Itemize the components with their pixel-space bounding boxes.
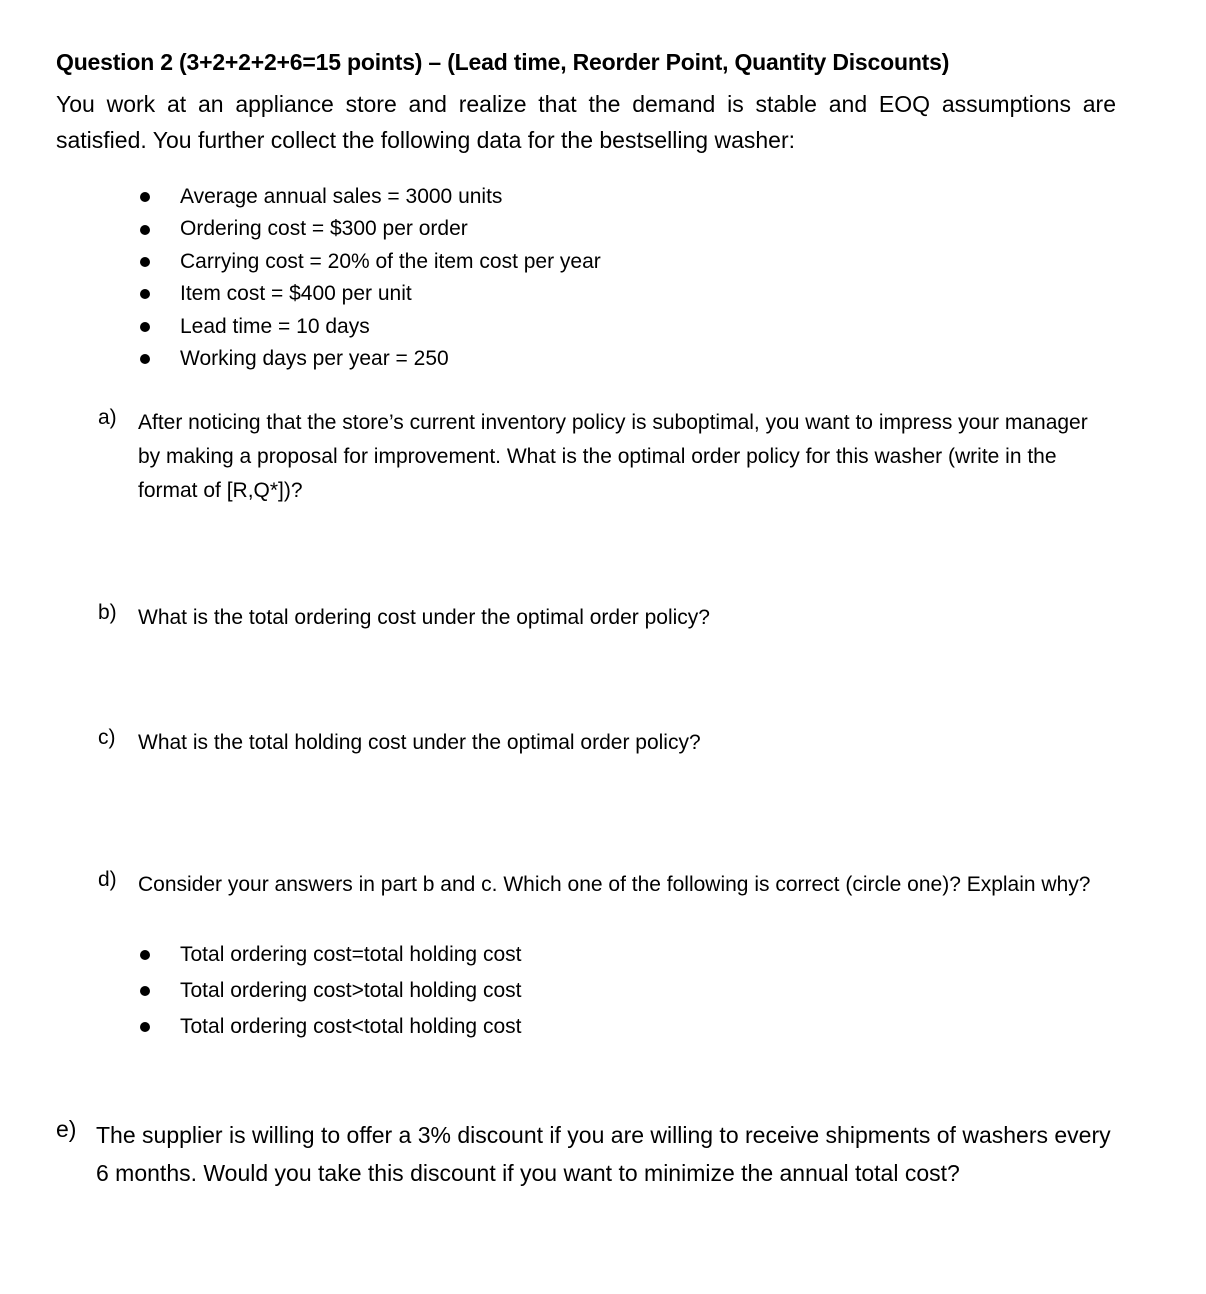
list-item bbox=[140, 278, 601, 310]
list-item bbox=[140, 1009, 521, 1045]
data-item-ordering-cost: Ordering cost = $300 per order bbox=[180, 217, 468, 241]
list-item bbox=[140, 213, 601, 245]
list-item bbox=[140, 973, 521, 1009]
part-e-marker: e) bbox=[56, 1116, 77, 1142]
bullet-icon bbox=[140, 986, 150, 996]
data-item-annual-sales: Average annual sales = 3000 units bbox=[180, 185, 503, 208]
part-d-text: Consider your answers in part b and c. Which one of the following is correct (circle one)? Explain why? bbox=[138, 873, 1091, 896]
bullet-icon bbox=[140, 257, 150, 267]
part-c-marker: c) bbox=[98, 726, 116, 749]
part-e-text: The supplier is willing to offer a 3% discount if you are willing to receive shipments of washers every 6 months. Would you take this discount if you want to minimize the annual total cost? bbox=[96, 1122, 1111, 1186]
bullet-icon bbox=[140, 225, 150, 235]
bullet-icon bbox=[140, 354, 150, 364]
list-item bbox=[140, 343, 601, 375]
option-greater: Total ordering cost>total holding cost bbox=[180, 979, 522, 1002]
part-a-marker: a) bbox=[98, 406, 117, 429]
bullet-icon bbox=[140, 322, 150, 332]
part-d-options bbox=[140, 937, 521, 1045]
data-item-carrying-cost: Carrying cost = 20% of the item cost per year bbox=[180, 249, 601, 273]
option-equal: Total ordering cost=total holding cost bbox=[180, 943, 522, 966]
data-item-working-days: Working days per year = 250 bbox=[180, 347, 449, 371]
option-less: Total ordering cost<total holding cost bbox=[180, 1015, 522, 1038]
data-list bbox=[140, 181, 601, 375]
list-item bbox=[140, 181, 601, 213]
question-intro: You work at an appliance store and realize that the demand is stable and EOQ assumptions are satisfied. You further collect the following data for the bestselling washer: bbox=[56, 91, 1116, 153]
list-item bbox=[140, 937, 521, 973]
bullet-icon bbox=[140, 1022, 150, 1032]
list-item bbox=[140, 311, 601, 343]
bullet-icon bbox=[140, 289, 150, 299]
data-item-item-cost: Item cost = $400 per unit bbox=[180, 282, 412, 306]
bullet-icon bbox=[140, 192, 150, 202]
part-d-marker: d) bbox=[98, 868, 117, 891]
part-b-text: What is the total ordering cost under the optimal order policy? bbox=[138, 606, 710, 629]
question-heading: Question 2 (3+2+2+2+6=15 points) – (Lead time, Reorder Point, Quantity Discounts) bbox=[56, 49, 950, 75]
part-b-marker: b) bbox=[98, 601, 117, 624]
list-item bbox=[140, 246, 601, 278]
part-a-text: After noticing that the store’s current inventory policy is suboptimal, you want to impress your manager by making a proposal for improvement. What is the optimal order policy for this washer (write in the format of [R,Q*])? bbox=[138, 411, 1088, 502]
data-item-lead-time: Lead time = 10 days bbox=[180, 314, 370, 338]
part-c-text: What is the total holding cost under the optimal order policy? bbox=[138, 731, 701, 754]
bullet-icon bbox=[140, 950, 150, 960]
